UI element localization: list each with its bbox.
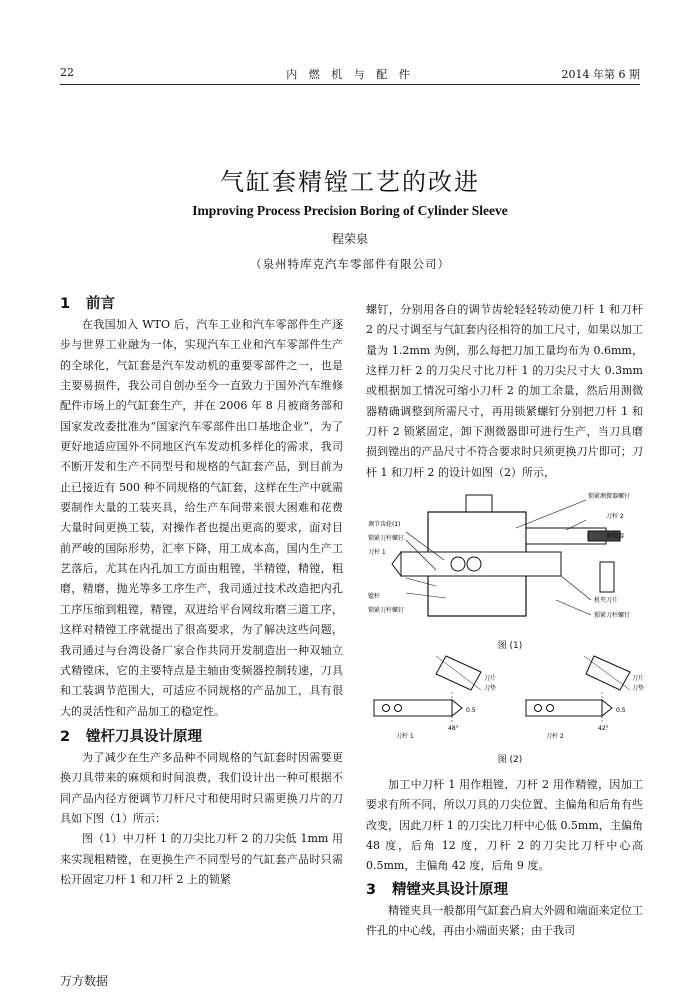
label-gear: 调节齿轮(1) — [368, 521, 401, 528]
paragraph: 为了减少在生产多品种不同规格的气缸套时因需要更换刀具带来的麻烦和时间浪费，我们设计出一种可根据不同产品内径方便调节刀杆尺寸和使用时只需更换刀片的刀具如下图（1）所示： — [60, 750, 343, 825]
label-angle-left: 48° — [448, 725, 459, 732]
label-lock-screw: 锁紧刀杆螺钉 — [368, 535, 405, 542]
left-column — [60, 293, 343, 890]
section-heading-2: 2 镗杆刀具设计原理 — [60, 728, 202, 745]
footer-watermark: 万方数据 — [60, 974, 109, 988]
label-bar2-fig2: 刀杆 2 — [546, 733, 564, 740]
label-bar1-fig2: 刀杆 1 — [396, 733, 414, 740]
label-lock-micrometer: 锁紧测微器螺钉 — [588, 493, 631, 500]
article-title-english: Improving Process Precision Boring of Cylinder Sleeve — [192, 203, 508, 218]
label-micrometer: 测微器 — [606, 533, 625, 540]
paragraph: 精镗夹具一般都用气缸套凸肩大外圆和端面来定位工件孔的中心线，再由小端面夹紧；由于我司 — [366, 903, 643, 938]
label-lock-screw-right: 锁紧刀杆螺钉 — [594, 612, 631, 619]
label-pad-left: 刀垫 — [484, 685, 497, 692]
figure-2 — [366, 652, 651, 742]
figure-1-caption: 图 (1) — [497, 641, 523, 651]
article-title: 气缸套精镗工艺的改进 — [220, 168, 480, 196]
paragraph: 加工中刀杆 1 用作粗镗，刀杆 2 用作精镗，因加工要求有所不同，所以刀具的刀尖位置、主偏角和后角有些改变，因此刀杆 1 的刀尖比刀杆中心低 0.5mm，主偏角 48 度，后角 12 度，刀杆 2 的刀尖比刀杆中心高 0.5mm，主偏角 42 度，后角 9 度。 — [366, 778, 643, 873]
running-header — [60, 66, 640, 80]
label-bar1: 刀杆 1 — [368, 549, 386, 556]
figure-2-right — [526, 656, 644, 740]
label-bar2: 刀杆 2 — [606, 513, 624, 520]
label-blade-left: 刀片 — [484, 675, 497, 682]
issue-label: 2014 年第 6 期 — [561, 68, 640, 81]
right-column-bottom — [366, 775, 643, 941]
paragraph: 图（1）中刀杆 1 的刀尖比刀杆 2 的刀尖低 1mm 用来实现粗精镗，在更换生产不同型号的气缸套产品时只需松开固定刀杆 1 和刀杆 2 上的锁紧 — [60, 832, 343, 886]
figure-2-caption: 图 (2) — [497, 755, 523, 765]
clamp-right — [600, 562, 614, 592]
label-insert: 机夹刀片 — [594, 597, 619, 604]
label-dim-left: 0.5 — [466, 707, 476, 714]
paragraph: 在我国加入 WTO 后，汽车工业和汽车零部件生产逐步与世界工业融为一体，实现汽车工业和汽车零部件生产的全球化，气缸套是汽车发动机的重要零部件之一，也是主要易损件，我公司自创办至今一直致力于国外汽车维修配件市场上的气缸套生产，并在 2006 年 8 月被商务部和国家发改委批准为“国家汽车零部件出口基地企业”，为了更好地适应国外不同地区汽车发动机多样化的需求，我司不断开发和生产不同型号和规格的气缸套产品，到目前为止已接近有 500 种不同规格的气缸套，这样在生产中就需要制作大量的工装夹具，给生产车间带来很大困难和花费大量时间更换工装，对操作者也提出更高的要求，面对目前严峻的国际形势，汇率下降，用工成本高，国内生产工艺落后，尤其在内孔加工方面由粗镗，半精镗，精镗，粗磨，精磨，抛光等多工序生产，我司通过技术改造把内孔工序压缩到粗镗，精镗，双进给平台网纹珩磨三道工序，这样对精镗工序就提出了很高要求，为了解决这些问题，我司通过与台湾设备厂家合作共同开发制造出一种双轴立式精镗床，它的主要特点是主轴由变频器控制转速，刀具和工装调节范围大，可适应不同规格的产品加工，具有很大的灵活性和产品加工的稳定性。 — [60, 318, 343, 718]
paragraph: 螺钉，分别用各自的调节齿轮轻轻转动使刀杆 1 和刀杆 2 的尺寸调至与气缸套内径相符的加工尺寸，如果以加工量为 1.2mm 为例，那么每把刀加工量均布为 0.6mm，这样刀杆 2 的刀尖尺寸比刀杆 1 的刀尖尺寸大 0.3mm 或根据加工情况可缩小刀杆 2 的加工余量，然后用测微器精确调整到所需尺寸，再用锁紧螺钉分别把刀杆 1 和刀杆 2 锁紧固定，卸下测微器即可进行生产，当刀具磨损到镗出的产品尺寸不符合要求时只须更换刀片即可；刀杆 1 和刀杆 2 的设计如图（2）所示， — [366, 303, 643, 479]
section-heading-3: 3 精镗夹具设计原理 — [366, 881, 508, 898]
figure-2-left — [374, 656, 496, 740]
figure-1 — [366, 490, 651, 636]
header-rule — [60, 84, 640, 85]
insert-left — [392, 552, 401, 576]
bar1-shape — [374, 700, 452, 716]
label-angle-right: 42° — [598, 725, 609, 732]
journal-name: 内 燃 机 与 配 件 — [286, 68, 414, 81]
label-dim-right: 0.5 — [616, 707, 626, 714]
spindle-top — [466, 495, 492, 512]
author: 程荣泉 — [331, 232, 368, 246]
affiliation: （泉州特库克汽车零部件有限公司） — [250, 257, 450, 271]
section-heading-1: 1 前言 — [60, 296, 115, 312]
label-pad-right: 刀垫 — [632, 685, 645, 692]
label-lock-screw-2: 锁紧刀杆螺钉 — [368, 607, 405, 614]
label-boring-bar: 镗杆 — [368, 593, 381, 600]
bar2-shape — [526, 700, 602, 716]
page-number: 22 — [60, 66, 74, 79]
right-column-top — [366, 300, 643, 483]
label-blade-right: 刀片 — [632, 675, 645, 682]
